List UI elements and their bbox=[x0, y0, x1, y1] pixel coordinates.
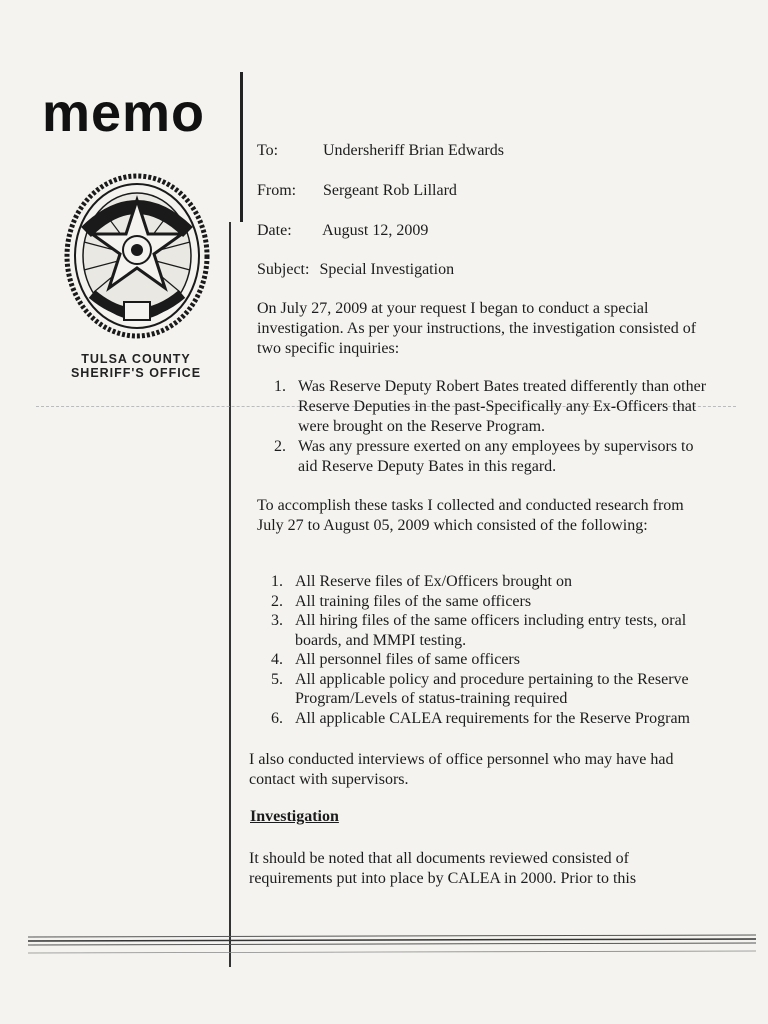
list-number: 3. bbox=[271, 612, 283, 629]
interviews-paragraph: I also conducted interviews of office personnel who may have had contact with supervisors. bbox=[249, 751, 674, 788]
agency-line-2: SHERIFF'S OFFICE bbox=[70, 366, 202, 380]
memo-heading: memo bbox=[42, 83, 206, 143]
list-text: All personnel files of same officers bbox=[295, 651, 520, 668]
sheriff-seal-icon bbox=[64, 172, 210, 340]
research-paragraph: To accomplish these tasks I collected and conducted research from July 27 to August 05, 2009 which consisted of the following: bbox=[257, 497, 684, 534]
inquiries-list bbox=[274, 377, 714, 477]
list-text: All applicable CALEA requirements for the Reserve Program bbox=[295, 709, 690, 727]
list-item bbox=[271, 709, 691, 729]
to-label: To: bbox=[257, 142, 279, 159]
footer-rules bbox=[28, 931, 756, 961]
list-text: All hiring files of the same officers including entry tests, oral boards, and MMPI testing. bbox=[295, 612, 687, 649]
list-number: 1. bbox=[271, 573, 283, 590]
header-divider bbox=[240, 72, 243, 222]
investigation-paragraph: It should be noted that all documents reviewed consisted of requirements put into place by CALEA in 2000. Prior to this bbox=[249, 850, 637, 887]
to-row bbox=[257, 142, 504, 160]
date-row bbox=[257, 222, 428, 240]
list-text: All training files of the same officers bbox=[295, 592, 532, 610]
list-item bbox=[271, 572, 691, 592]
from-label: From: bbox=[257, 182, 297, 199]
list-text: Was Reserve Deputy Robert Bates treated differently than other Reserve Deputies in the past-Specifically any Ex-Officers that were brought on the Reserve Program. bbox=[298, 378, 707, 435]
from-row bbox=[257, 182, 457, 200]
subject-value: Special Investigation bbox=[319, 261, 455, 278]
subject-row bbox=[257, 261, 454, 279]
intro-paragraph: On July 27, 2009 at your request I began to conduct a special investigation. As per your instructions, the investigation consisted of two specific inquiries: bbox=[257, 300, 697, 357]
agency-name bbox=[56, 352, 216, 380]
list-number: 2. bbox=[271, 592, 283, 610]
list-text: All Reserve files of Ex/Officers brought on bbox=[295, 573, 572, 590]
to-value: Undersheriff Brian Edwards bbox=[323, 142, 504, 159]
list-item bbox=[274, 437, 714, 477]
list-number: 1. bbox=[274, 378, 286, 395]
list-item bbox=[271, 611, 691, 650]
date-label: Date: bbox=[257, 222, 292, 239]
agency-line-1: TULSA COUNTY bbox=[81, 352, 191, 366]
list-number: 6. bbox=[271, 709, 283, 727]
margin-divider bbox=[229, 222, 231, 967]
subject-label: Subject: bbox=[257, 261, 310, 278]
list-item bbox=[271, 650, 691, 670]
list-number: 2. bbox=[274, 438, 286, 455]
list-text: All applicable policy and procedure pertaining to the Reserve Program/Levels of status-training required bbox=[295, 670, 689, 707]
research-list bbox=[271, 572, 691, 728]
list-text: Was any pressure exerted on any employees by supervisors to aid Reserve Deputy Bates in this regard. bbox=[298, 438, 694, 475]
list-number: 4. bbox=[271, 651, 283, 668]
section-heading-investigation: Investigation bbox=[250, 808, 339, 825]
list-item bbox=[271, 592, 691, 612]
list-item bbox=[271, 670, 691, 709]
list-item bbox=[274, 377, 714, 437]
from-value: Sergeant Rob Lillard bbox=[323, 182, 457, 199]
date-value: August 12, 2009 bbox=[322, 222, 429, 239]
list-number: 5. bbox=[271, 670, 283, 688]
